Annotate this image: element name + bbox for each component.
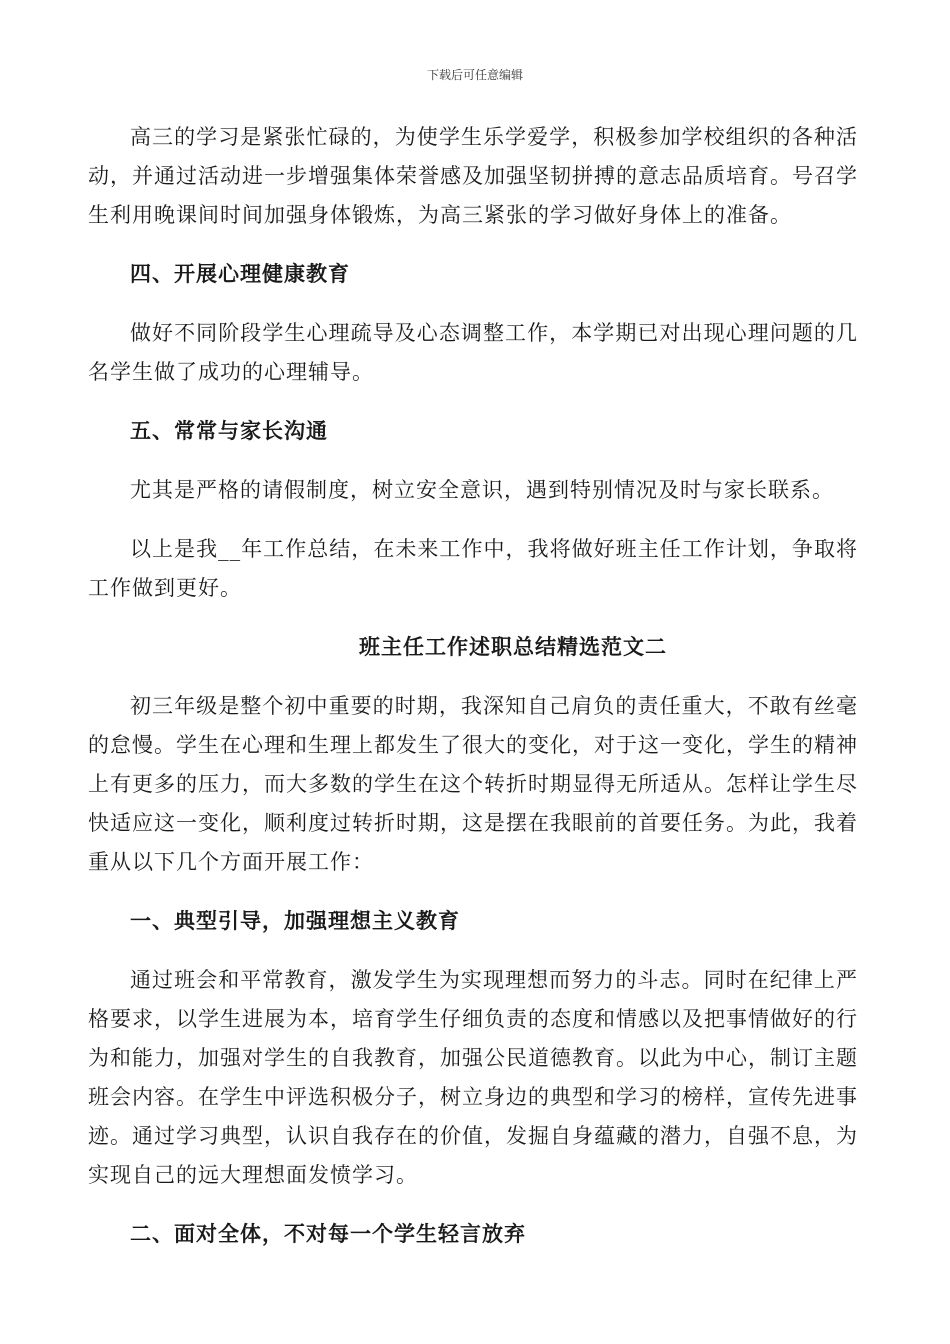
article-title: 班主任工作述职总结精选范文二 (359, 635, 667, 659)
paragraph-intro: 高三的学习是紧张忙碌的，为使学生乐学爱学，积极参加学校组织的各种活动，并通过活动进一步增强集体荣誉感及加强坚韧拼搏的意志品质培育。号召学生利用晚课间时间加强身体锻炼，为高三紧张的学习做好身体上的准备。 (88, 125, 858, 227)
section-heading-one: 一、典型引导，加强理想主义教育 (130, 909, 460, 933)
section-heading-four: 四、开展心理健康教育 (130, 262, 350, 286)
paragraph-parents: 尤其是严格的请假制度，树立安全意识，遇到特别情况及时与家长联系。 (130, 478, 834, 502)
header-note: 下载后可任意编辑 (426, 68, 523, 82)
paragraph-mental-health: 做好不同阶段学生心理疏导及心态调整工作，本学期已对出现心理问题的几名学生做了成功的心理辅导。 (88, 321, 858, 384)
paragraph-role-models: 通过班会和平常教育，激发学生为实现理想而努力的斗志。同时在纪律上严格要求，以学生进展为本，培育学生仔细负责的态度和情感以及把事情做好的行为和能力，加强对学生的自我教育，加强公民道德教育。以此为中心，制订主题班会内容。在学生中评选积极分子，树立身边的典型和学习的榜样，宣传先进事迹。通过学习典型，认识自我存在的价值，发掘自身蕴藏的潜力，自强不息，为实现自己的远大理想面发愤学习。 (88, 968, 858, 1187)
paragraph-summary: 以上是我__年工作总结，在未来工作中，我将做好班主任工作计划，争取将工作做到更好。 (88, 537, 858, 600)
document-body (88, 118, 858, 1274)
paragraph-grade-nine: 初三年级是整个初中重要的时期，我深知自己肩负的责任重大，不敢有丝毫的怠慢。学生在心理和生理上都发生了很大的变化，对于这一变化，学生的精神上有更多的压力，而大多数的学生在这个转折时期显得无所适从。怎样让学生尽快适应这一变化，顺利度过转折时期，这是摆在我眼前的首要任务。为此，我着重从以下几个方面开展工作： (88, 694, 858, 874)
section-heading-five: 五、常常与家长沟通 (130, 419, 328, 443)
section-heading-two: 二、面对全体，不对每一个学生轻言放弃 (130, 1222, 526, 1246)
